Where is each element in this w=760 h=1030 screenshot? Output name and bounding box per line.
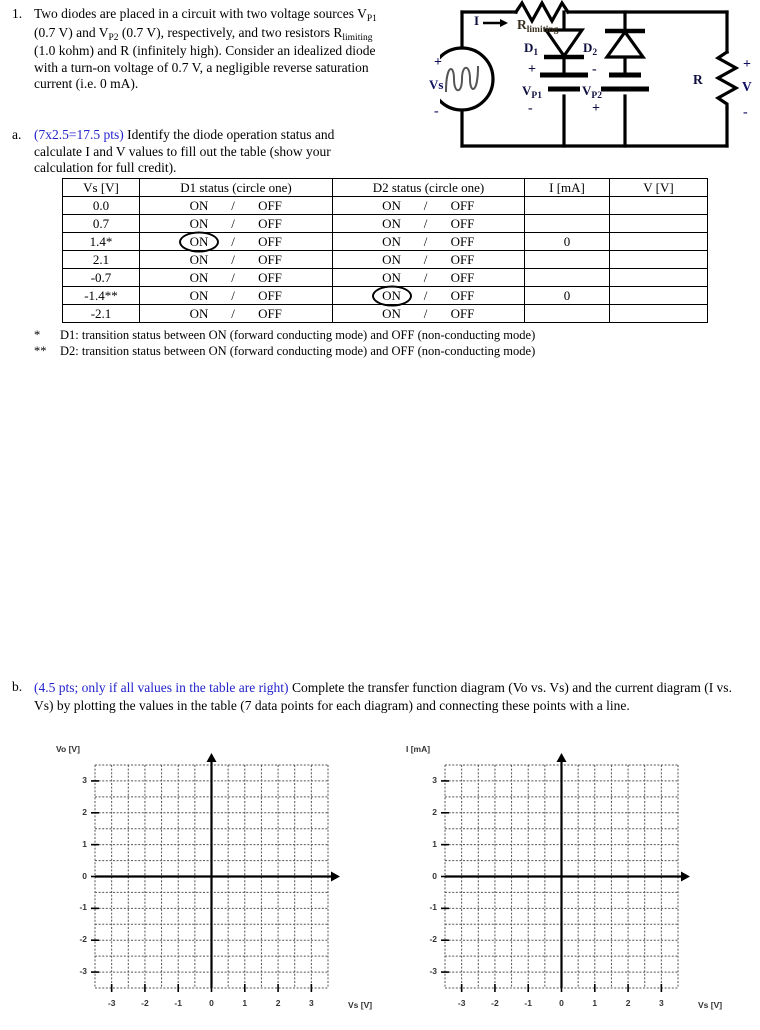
d2-on-option[interactable]: ON: [369, 288, 415, 303]
status-separator: /: [423, 270, 428, 285]
table-header-row: [63, 179, 708, 197]
y-axis-arrow-icon: [207, 753, 217, 762]
cell-current[interactable]: [525, 215, 610, 233]
d1-on-option[interactable]: ON: [189, 216, 209, 231]
y-tick-label: 3: [82, 774, 87, 785]
v-plus-label: +: [743, 57, 751, 72]
vs-minus-label: -: [434, 104, 439, 119]
x-tick-label: 3: [658, 998, 664, 1008]
d1-off-option[interactable]: OFF: [258, 234, 282, 249]
cell-current[interactable]: [525, 269, 610, 287]
v-minus-label: -: [743, 105, 748, 120]
y-tick-label: -2: [429, 934, 437, 945]
diode-d1-label: [524, 40, 538, 56]
d1-on-option[interactable]: ON: [189, 252, 209, 267]
part-a-body: Identify the diode operation status and calculate I and V values to fill out the table (show your calculation for full credit).: [34, 127, 335, 176]
d1-on-option[interactable]: ON: [189, 270, 209, 285]
question-text-seg-2: (0.7 V) and V: [34, 24, 109, 40]
d1-off-option[interactable]: OFF: [258, 306, 282, 321]
vs-label: [429, 77, 443, 93]
status-separator: /: [423, 234, 428, 249]
y-tick-label: -1: [79, 902, 87, 913]
x-axis-arrow-icon: [681, 872, 690, 882]
vp1-letter: V: [522, 83, 532, 98]
status-separator: /: [231, 270, 235, 285]
cell-d1-status[interactable]: [140, 269, 333, 287]
cell-voltage[interactable]: [610, 197, 708, 215]
transfer-function-diagram-svg: [50, 740, 380, 1025]
cell-d1-status[interactable]: [140, 287, 333, 305]
cell-vs: 2.1: [63, 251, 140, 269]
vp2-sub: P2: [591, 91, 602, 101]
cell-current[interactable]: [525, 197, 610, 215]
header-vs: Vs [V]: [63, 179, 140, 197]
x-tick-label: -3: [457, 998, 466, 1008]
x-axis-arrow-icon: [331, 872, 340, 882]
x-tick-label: -2: [491, 998, 499, 1008]
y-tick-label: 2: [82, 806, 87, 817]
current-diagram: [400, 740, 730, 1025]
rlimiting-letter: R: [517, 17, 527, 32]
d2-on-option[interactable]: ON: [382, 270, 401, 285]
cell-current[interactable]: 0: [525, 287, 610, 305]
status-separator: /: [231, 252, 235, 267]
header-d2: D2 status (circle one): [333, 179, 525, 197]
d1-on-option[interactable]: ON: [176, 234, 222, 249]
diode-d2-symbol: [605, 31, 645, 57]
d1-off-option[interactable]: OFF: [258, 288, 282, 303]
d2-off-option[interactable]: OFF: [450, 288, 475, 303]
cell-d2-status[interactable]: [333, 197, 525, 215]
rlimiting-sub: limiting: [526, 25, 559, 35]
vp1-subscript: P1: [366, 14, 377, 24]
footnote-2-text: D2: transition status between ON (forward conducting mode) and OFF (non-conducting mode): [60, 344, 536, 358]
footnotes-block: [34, 327, 535, 359]
vp1-sub: P1: [531, 91, 542, 101]
part-a-points: (7x2.5=17.5 pts): [34, 127, 124, 142]
y-tick-label: 0: [82, 870, 87, 881]
table-row: [63, 287, 708, 305]
cell-d2-status[interactable]: [333, 233, 525, 251]
header-v: V [V]: [610, 179, 708, 197]
diode-d2-label: [583, 40, 597, 56]
vp2-subscript: P2: [108, 32, 119, 43]
ac-source-symbol: [440, 48, 493, 110]
d2-off-option[interactable]: OFF: [450, 216, 475, 231]
d2-on-option[interactable]: ON: [382, 252, 401, 267]
vs-plus-label: +: [434, 55, 442, 70]
footnote-2-mark: **: [34, 344, 47, 358]
cell-vs: -0.7: [63, 269, 140, 287]
part-b-points: (4.5 pts; only if all values in the table are right): [34, 680, 289, 695]
d2-on-option[interactable]: ON: [382, 306, 401, 321]
footnote-2: [34, 343, 535, 359]
d1-off-option[interactable]: OFF: [258, 270, 282, 285]
transfer-function-diagram: [50, 740, 380, 1025]
status-separator: /: [423, 198, 428, 213]
cell-voltage[interactable]: [610, 215, 708, 233]
x-tick-label: 2: [625, 998, 631, 1008]
current-label: I: [474, 13, 480, 28]
question-text-seg-4: (1.0 kohm) and R (infinitely high). Consider an idealized diode with a turn-on voltage of 0.7 V, a negligible reverse saturation current (i.e. 0 mA).: [34, 43, 376, 92]
y-tick-label: -2: [79, 934, 87, 945]
d2-letter: D: [583, 40, 593, 55]
battery-vp2-symbol: [601, 75, 649, 89]
part-a-label: a.: [12, 127, 22, 142]
x-tick-label: 3: [308, 998, 314, 1008]
footnote-1-mark: *: [34, 328, 41, 342]
vp1-plus-label: +: [528, 62, 536, 77]
vp1-minus-label: -: [528, 101, 533, 116]
vp2-minus-label: -: [592, 62, 597, 77]
circuit-diagram: [429, 0, 760, 160]
y-tick-label: 0: [432, 870, 437, 881]
status-separator: /: [231, 234, 235, 249]
cell-voltage[interactable]: [610, 287, 708, 305]
v-label: V: [742, 79, 752, 94]
cell-d2-status[interactable]: [333, 269, 525, 287]
y-axis-title: I [mA]: [406, 744, 431, 754]
cell-vs: 1.4*: [63, 233, 140, 251]
d1-on-option[interactable]: ON: [189, 288, 209, 303]
table-row: [63, 251, 708, 269]
rlimiting-subscript: limiting: [342, 32, 373, 43]
footnote-1-text: D1: transition status between ON (forward conducting mode) and OFF (non-conducting mode): [60, 328, 536, 342]
battery-vp1-symbol: [540, 75, 588, 89]
d1-sub: 1: [533, 48, 539, 58]
cell-vs: 0.0: [63, 197, 140, 215]
d2-off-option[interactable]: OFF: [450, 234, 475, 249]
x-tick-label: 2: [275, 998, 281, 1008]
cell-d2-status[interactable]: [333, 287, 525, 305]
x-tick-label: 0: [559, 998, 564, 1008]
vp2-plus-label: +: [592, 101, 600, 116]
current-arrow-icon: [483, 19, 508, 27]
cell-vs: -1.4**: [63, 287, 140, 305]
table-row: [63, 269, 708, 287]
d2-sub: 2: [592, 48, 598, 58]
vp1-label: [522, 83, 542, 99]
question-number: 1.: [12, 6, 23, 21]
d2-off-option[interactable]: OFF: [450, 252, 475, 267]
question-text: [34, 6, 384, 93]
table-row: [63, 197, 708, 215]
part-b-body: Complete the transfer function diagram (Vo vs. Vs) and the current diagram (I vs. Vs) by plotting the values in the table (7 data points for each diagram) and connecting these points with a line.: [34, 680, 732, 713]
y-tick-label: 2: [432, 806, 437, 817]
table-row: [63, 233, 708, 251]
cell-voltage[interactable]: [610, 251, 708, 269]
cell-d1-status[interactable]: [140, 305, 333, 323]
d2-off-option[interactable]: OFF: [450, 270, 475, 285]
d1-on-option[interactable]: ON: [189, 198, 209, 213]
vs-text: Vs: [429, 77, 444, 92]
footnote-1: [34, 327, 535, 343]
cell-voltage[interactable]: [610, 233, 708, 251]
status-separator: /: [423, 252, 428, 267]
question-text-seg-3: (0.7 V), respectively, and two resistors R: [118, 24, 343, 40]
y-tick-label: 1: [432, 838, 437, 849]
header-i: I [mA]: [525, 179, 610, 197]
axes: [445, 753, 690, 988]
d1-on-option[interactable]: ON: [189, 306, 209, 321]
x-tick-label: 0: [209, 998, 214, 1008]
table-row: [63, 215, 708, 233]
rlimiting-label: [517, 17, 558, 33]
current-diagram-svg: [400, 740, 730, 1025]
part-b-label: b.: [12, 679, 23, 694]
cell-d1-status[interactable]: [140, 233, 333, 251]
question-text-seg-1: Two diodes are placed in a circuit with two voltage sources V: [34, 6, 367, 21]
status-separator: /: [423, 288, 428, 303]
y-tick-label: 3: [432, 774, 437, 785]
d1-off-option[interactable]: OFF: [258, 216, 282, 231]
d2-on-option[interactable]: ON: [382, 216, 401, 231]
status-separator: /: [423, 306, 428, 321]
d1-off-option[interactable]: OFF: [258, 252, 282, 267]
x-tick-label: -1: [524, 998, 532, 1008]
cell-d1-status[interactable]: [140, 215, 333, 233]
d2-off-option[interactable]: OFF: [450, 306, 475, 321]
x-tick-label: 1: [242, 998, 248, 1008]
axes: [95, 753, 340, 988]
cell-vs: -2.1: [63, 305, 140, 323]
y-tick-label: -3: [79, 966, 87, 977]
cell-current[interactable]: [525, 305, 610, 323]
cell-voltage[interactable]: [610, 305, 708, 323]
header-d1: D1 status (circle one): [140, 179, 333, 197]
table-row: [63, 305, 708, 323]
part-a-text: [34, 127, 384, 177]
cell-current[interactable]: [525, 251, 610, 269]
status-separator: /: [231, 198, 235, 213]
y-axis-arrow-icon: [557, 753, 567, 762]
part-b-text: [34, 679, 750, 714]
x-tick-label: -3: [107, 998, 116, 1008]
cell-voltage[interactable]: [610, 269, 708, 287]
x-tick-label: 1: [592, 998, 598, 1008]
cell-d2-status[interactable]: [333, 215, 525, 233]
y-tick-label: 1: [82, 838, 87, 849]
cell-vs: 0.7: [63, 215, 140, 233]
status-separator: /: [423, 216, 428, 231]
cell-current[interactable]: 0: [525, 233, 610, 251]
cell-d1-status[interactable]: [140, 251, 333, 269]
d1-off-option[interactable]: OFF: [258, 198, 282, 213]
diode-status-table-wrapper: [62, 178, 708, 323]
y-axis-title: Vo [V]: [56, 744, 80, 754]
table-body: [63, 197, 708, 323]
d1-letter: D: [524, 40, 534, 55]
vp2-label: [582, 83, 602, 99]
status-separator: /: [231, 306, 235, 321]
cell-d1-status[interactable]: [140, 197, 333, 215]
status-separator: /: [231, 288, 235, 303]
d2-on-option[interactable]: ON: [382, 234, 401, 249]
x-tick-label: -1: [174, 998, 182, 1008]
vp2-letter: V: [582, 83, 592, 98]
circuit-svg: [440, 0, 760, 160]
x-axis-title: Vs [V]: [348, 1000, 373, 1010]
y-tick-label: -3: [429, 966, 437, 977]
x-tick-label: -2: [141, 998, 149, 1008]
resistor-r-label: R: [693, 72, 703, 87]
cell-d2-status[interactable]: [333, 251, 525, 269]
d2-off-option[interactable]: OFF: [450, 198, 475, 213]
d2-on-option[interactable]: ON: [382, 198, 401, 213]
y-tick-label: -1: [429, 902, 437, 913]
diode-status-table: [62, 178, 708, 323]
status-separator: /: [231, 216, 235, 231]
x-axis-title: Vs [V]: [698, 1000, 723, 1010]
cell-d2-status[interactable]: [333, 305, 525, 323]
